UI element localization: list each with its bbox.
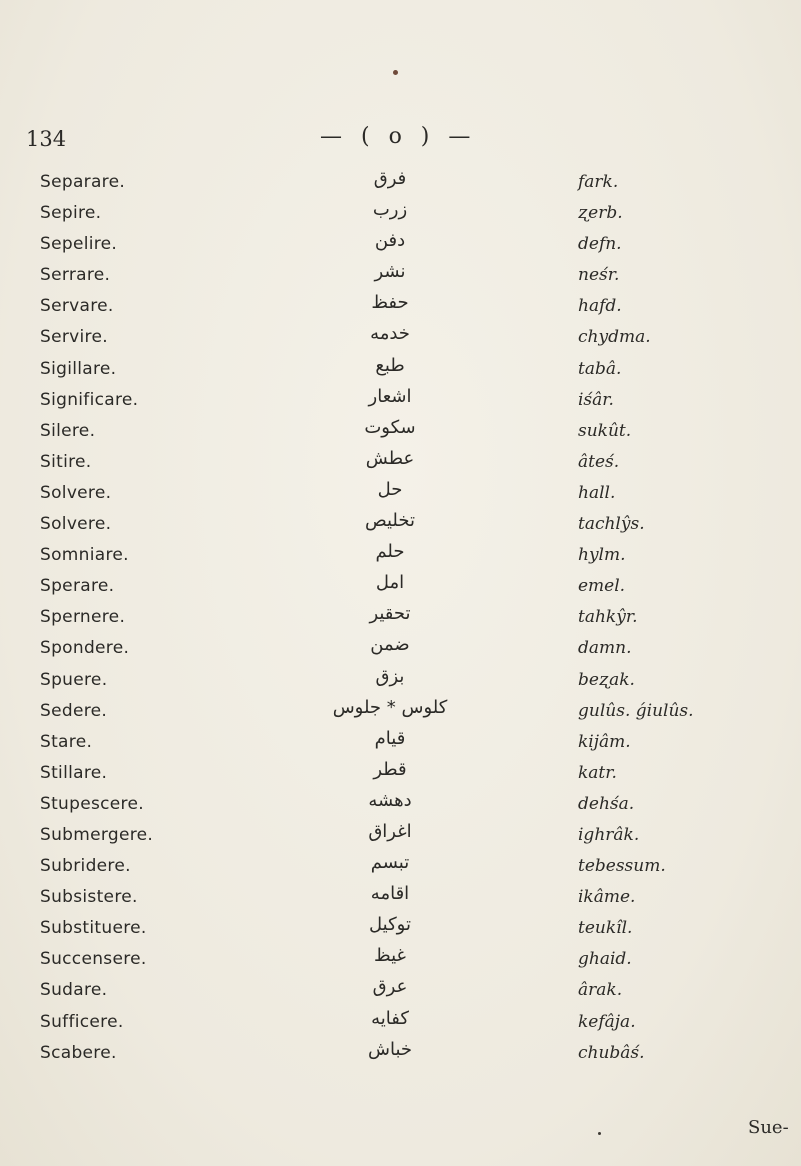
transliteration: damn. [578, 638, 632, 659]
latin-term: Spernere. [40, 607, 126, 628]
latin-term: Solvere. [40, 482, 112, 503]
latin-term: Serrare. [40, 265, 111, 286]
latin-term: Stupescere. [40, 793, 144, 814]
latin-term: Spondere. [40, 638, 130, 659]
transliteration: hylm. [578, 545, 626, 566]
arabic-term: فرق [373, 168, 407, 189]
latin-term: Submergere. [40, 824, 154, 845]
latin-term: Sepelire. [40, 234, 118, 255]
latin-term: Solvere. [40, 514, 112, 535]
arabic-term: غيظ [374, 945, 406, 967]
arabic-term: زرب [372, 199, 408, 221]
entry-row [0, 1038, 801, 1074]
latin-term: Spuere. [40, 669, 108, 690]
arabic-term: تحقير [369, 603, 411, 625]
latin-term: Stare. [40, 731, 93, 752]
latin-term: Scabere. [40, 1042, 117, 1063]
transliteration: neśr. [578, 265, 620, 286]
transliteration: beʐak. [578, 669, 635, 690]
transliteration: gulûs. ǵiulûs. [578, 700, 694, 721]
page-number: 134 [26, 127, 67, 151]
arabic-term: توكيل [369, 914, 411, 936]
transliteration: teukîl. [578, 918, 633, 939]
latin-term: Sudare. [40, 980, 108, 1001]
latin-term: Sigillare. [40, 358, 117, 379]
entry-list [0, 168, 801, 1074]
transliteration: tebessum. [578, 856, 666, 877]
latin-term: Significare. [40, 389, 139, 410]
transliteration: hafd. [578, 296, 622, 317]
transliteration: tahkŷr. [578, 607, 638, 628]
arabic-term: سكوت [364, 416, 416, 438]
transliteration: kijâm. [578, 731, 631, 752]
transliteration: hall. [578, 482, 616, 503]
arabic-term: عرق [372, 976, 408, 998]
transliteration: ʐerb. [578, 203, 623, 224]
arabic-term: حفظ [371, 292, 409, 314]
transliteration: kefâja. [578, 1011, 636, 1032]
arabic-term: كلوس * جلوس [332, 696, 448, 718]
transliteration: ikâme. [578, 887, 636, 908]
arabic-term: قيام [374, 727, 406, 749]
transliteration: iśâr. [578, 389, 614, 410]
transliteration: fark. [578, 172, 619, 192]
latin-term: Sufficere. [40, 1011, 124, 1032]
arabic-term: دفن [374, 230, 406, 252]
arabic-term: ضمن [370, 634, 410, 656]
transliteration: âteś. [578, 451, 620, 472]
latin-term: Sitire. [40, 451, 92, 472]
arabic-term: تبسم [370, 852, 410, 874]
arabic-term: خدمه [370, 323, 410, 345]
latin-term: Subridere. [40, 856, 131, 877]
latin-term: Sperare. [40, 576, 115, 597]
transliteration: ghaid. [578, 949, 632, 970]
transliteration: chubâś. [578, 1042, 645, 1063]
transliteration: emel. [578, 576, 626, 597]
ink-speck [393, 70, 398, 75]
arabic-term: اغراق [368, 820, 412, 842]
arabic-term: حل [377, 478, 403, 500]
latin-term: Sedere. [40, 700, 108, 721]
page-dot [598, 1132, 601, 1135]
arabic-term: تخليص [364, 510, 416, 532]
arabic-term: خباش [367, 1038, 412, 1060]
arabic-term: قطر [373, 758, 407, 780]
arabic-term: حلم [375, 541, 405, 563]
transliteration: tabâ. [578, 358, 622, 379]
transliteration: defn. [578, 234, 622, 255]
latin-term: Subsistere. [40, 887, 138, 908]
latin-term: Sepire. [40, 203, 102, 224]
arabic-term: دهشه [368, 789, 412, 811]
transliteration: dehśa. [578, 793, 635, 814]
transliteration: katr. [578, 762, 617, 783]
transliteration: ârak. [578, 980, 623, 1001]
arabic-term: طبع [375, 354, 405, 376]
arabic-term: نشر [374, 261, 406, 283]
transliteration: ighrâk. [578, 824, 640, 845]
transliteration: chydma. [578, 327, 651, 348]
arabic-term: امل [375, 572, 405, 594]
arabic-term: عطش [365, 447, 415, 469]
arabic-term: اقامه [370, 883, 410, 905]
latin-term: Silere. [40, 420, 96, 441]
latin-term: Separare. [40, 172, 126, 192]
arabic-term: بزق [375, 665, 405, 687]
arabic-term: كفايه [371, 1007, 409, 1029]
latin-term: Somniare. [40, 545, 129, 566]
transliteration: tachlŷs. [578, 514, 645, 535]
latin-term: Substituere. [40, 918, 147, 939]
arabic-term: اشعار [368, 385, 412, 407]
latin-term: Stillare. [40, 762, 108, 783]
transliteration: sukût. [578, 420, 632, 441]
latin-term: Succensere. [40, 949, 147, 970]
running-head: — ( o ) — [320, 124, 477, 149]
latin-term: Servare. [40, 296, 114, 317]
latin-term: Servire. [40, 327, 108, 348]
catchword: Sue- [748, 1117, 789, 1138]
